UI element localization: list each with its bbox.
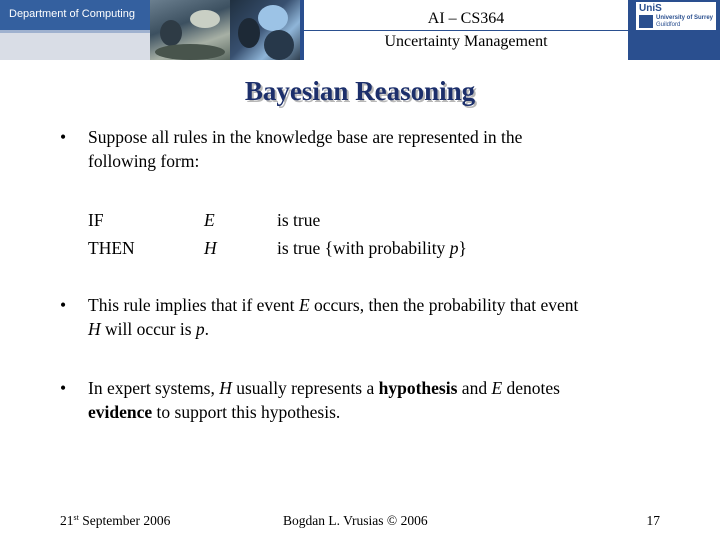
footer-date: 21st September 2006 (60, 513, 171, 528)
probability-symbol: p (449, 238, 459, 258)
rule-then-keyword: THEN (88, 238, 135, 258)
department-band (0, 30, 150, 60)
page-number: 17 (646, 513, 660, 528)
header-photo-lab (150, 0, 230, 60)
logo-wordmark: UniS (639, 3, 662, 14)
term-hypothesis: hypothesis (378, 378, 458, 398)
bullet-icon: • (60, 378, 67, 398)
rule-then-variable: H (204, 238, 217, 258)
university-logo (636, 2, 716, 30)
course-code: AI – CS364 (427, 10, 505, 27)
footer-author: Bogdan L. Vrusias © 2006 (283, 513, 428, 528)
course-topic: Uncertainty Management (384, 33, 548, 50)
rule-then-condition: is true {with probability p} (277, 238, 467, 258)
slide-title: Bayesian Reasoning (244, 76, 476, 106)
rule-if-condition: is true (277, 210, 321, 230)
department-panel (0, 0, 150, 30)
rule-if-variable: E (204, 210, 215, 230)
course-info-box (302, 0, 630, 60)
bullet-line: Suppose all rules in the knowledge base are represented in the (88, 127, 523, 147)
bullet-icon: • (60, 295, 67, 315)
bullet-text (88, 376, 688, 424)
bullet-line: In expert systems, H usually represents a hypothesis and E denotes (88, 378, 560, 398)
bullet-text (88, 293, 688, 341)
university-logo-panel (632, 0, 720, 60)
bullet-line: H will occur is p. (88, 319, 210, 339)
logo-mark-icon (639, 15, 653, 28)
rule-if-keyword: IF (88, 210, 104, 230)
course-divider (304, 30, 628, 31)
header-photo-students (230, 0, 300, 60)
term-evidence: evidence (88, 402, 153, 422)
bullet-line: evidence to support this hypothesis. (88, 402, 341, 422)
bullet-line: following form: (88, 151, 200, 171)
bullet-icon: • (60, 127, 67, 147)
bullet-line: This rule implies that if event E occurs, then the probability that event (88, 295, 579, 315)
bullet-text (88, 125, 688, 173)
logo-location: Guildford (656, 22, 681, 28)
logo-university-name: University of Surrey (656, 15, 714, 21)
department-name: Department of Computing (9, 8, 135, 20)
header-banner (0, 0, 720, 60)
